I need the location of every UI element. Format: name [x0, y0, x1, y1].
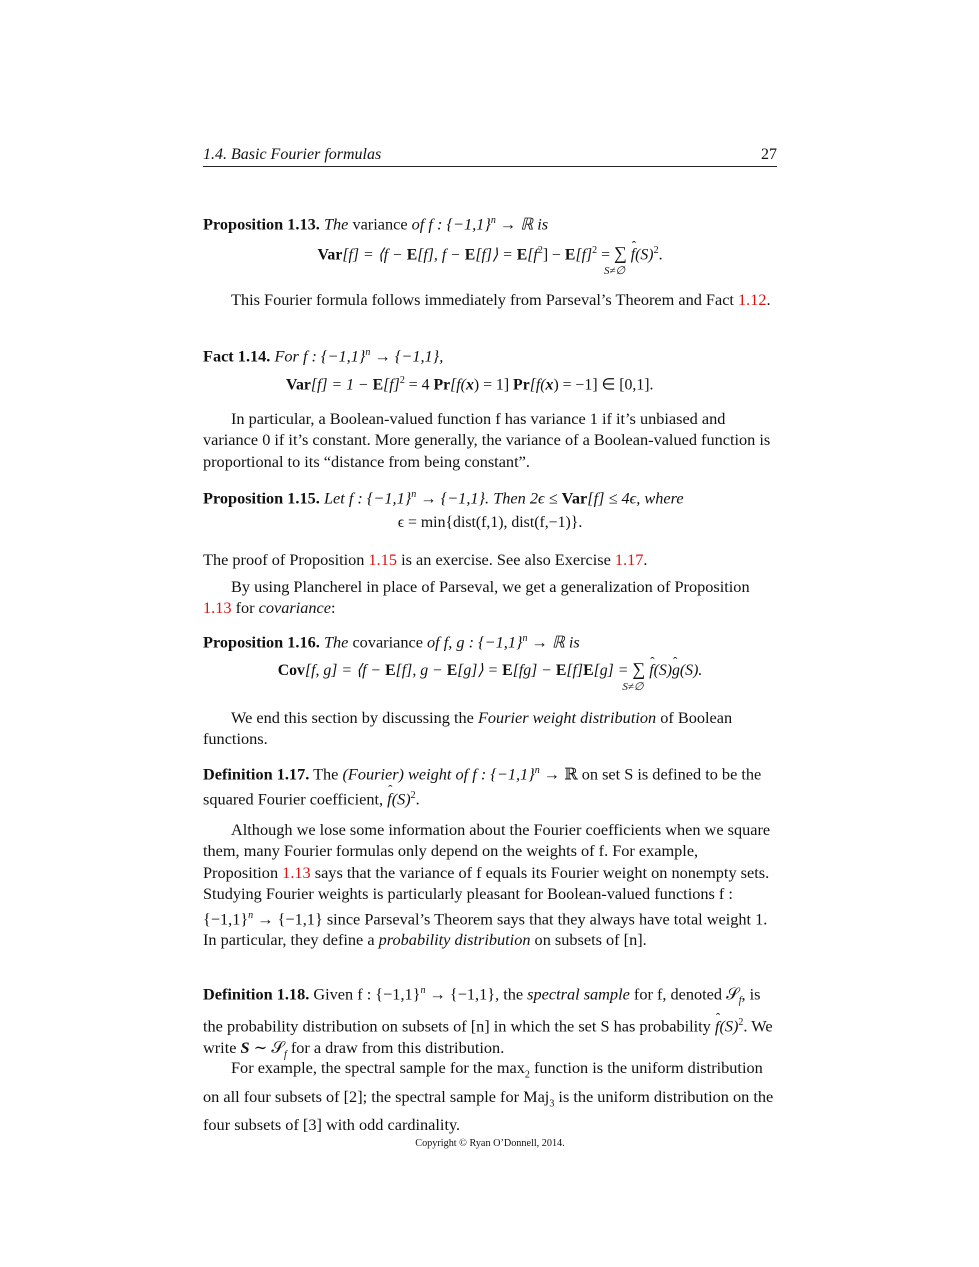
ref-prop-1-13-b[interactable]: 1.13: [282, 862, 311, 882]
page-number: 27: [761, 146, 777, 163]
equation-boolean-variance: $Var[f] = 1 - E[f]^2 = 4$ Pr[f(x) = 1] Pr[f(x) = −1] ∈ [0,1].: [286, 375, 654, 394]
proposition-1-13: Proposition 1.13. The variance of f : $\{-1,1\}^n$ → ℝ is: [203, 214, 549, 234]
paragraph-plancherel: By using Plancherel in place of Parseval, we get a generalization of Proposition 1.13 for covariance:: [203, 577, 750, 618]
definition-1-17: Definition 1.17. The (Fourier) weight of f : $\{-1,1\}^n$ → ℝ on set S is defined to be the squared Fourier coefficient, ˆ $f(S)^2$.: [203, 760, 777, 810]
proposition-1-15: Proposition 1.15. Let f : $\{-1,1\}^n \to \{-1,1\}$. Then 2ϵ ≤ Var[f] ≤ 4ϵ, where: [203, 488, 684, 508]
running-header: [203, 146, 777, 167]
fact-1-14: Fact 1.14. For f : $\{-1,1\}^n \to \{-1,1\}$,: [203, 346, 444, 366]
proposition-1-16: Proposition 1.16. The covariance of f, g : $\{-1,1\}^n$ → ℝ is: [203, 632, 580, 652]
section-title: 1.4. Basic Fourier formulas: [203, 146, 382, 163]
equation-covariance: Cov[f, g] = ⟨f − E[f], g − E[g]⟩ = E[fg] − E[f]E[g] = ∑ S≠∅ ˆ f(S)ˆ g(S).: [203, 659, 777, 681]
ref-prop-1-15[interactable]: 1.15: [368, 550, 398, 569]
sum-symbol: ∑ S≠∅: [622, 659, 646, 693]
equation-epsilon: ϵ = min{dist(f,1), dist(f,−1)}.: [397, 514, 583, 531]
paragraph-boolean-variance: In particular, a Boolean-valued function f has variance 1 if it’s unbiased and variance 0 if it’s constant. More generally, the variance of a Boolean-valued function is proportional to its “distance from being constant”.: [203, 409, 771, 471]
ref-fact-1-12[interactable]: 1.12: [738, 290, 767, 309]
definition-1-18: Definition 1.18. Given f : $\{-1,1\}^n \to \{-1,1\}$, the spectral sample for f, denoted 𝒮$_f$, is the probability distribution on subsets of [n] in which the set S has probability ˆ $f(S)^2$. We write S ∼ 𝒮$_f$ for a draw from this distribution.: [203, 980, 777, 1066]
paragraph-proof: The proof of Proposition 1.15 is an exercise. See also Exercise 1.17.: [203, 550, 648, 569]
paragraph-parseval: This Fourier formula follows immediately from Parseval’s Theorem and Fact 1.12.: [231, 290, 771, 309]
paragraph-weight-intro: We end this section by discussing the Fourier weight distribution of Boolean functions.: [203, 708, 733, 749]
equation-variance: Var[f] = ⟨f − E[f], f − E[f]⟩ = $E[f^2] - E[f]^2$ = ∑ S≠∅ ˆ $f(S)^2$.: [203, 241, 777, 265]
sum-symbol: ∑ S≠∅: [603, 243, 627, 278]
paragraph-fourier-weights: Although we lose some information about the Fourier coefficients when we square them, many Fourier formulas only depend on the weights of f. For example, Proposition 1.13 says that the variance of f equals its Fourier weight on nonempty sets. Studying Fourier weights is particularly pleasant for Boolean-valued functions f : $\{-1,1\}^n \to \{-1,1\}$ since Parseval’s Theorem says that they always have total weight 1. In particular, they define a probability distribution on subsets of [n].: [203, 820, 771, 950]
ref-exercise-1-17[interactable]: 1.17: [614, 550, 644, 569]
copyright-footer: Copyright © Ryan O’Donnell, 2014.: [415, 1138, 565, 1149]
ref-prop-1-13[interactable]: 1.13: [203, 598, 232, 618]
paragraph-example: For example, the spectral sample for the $\max_2$ function is the uniform distribution on all four subsets of [2]; the spectral sample for Maj$_3$ is the uniform distribution on the four subsets of [3] with odd cardinality.: [203, 1058, 774, 1135]
